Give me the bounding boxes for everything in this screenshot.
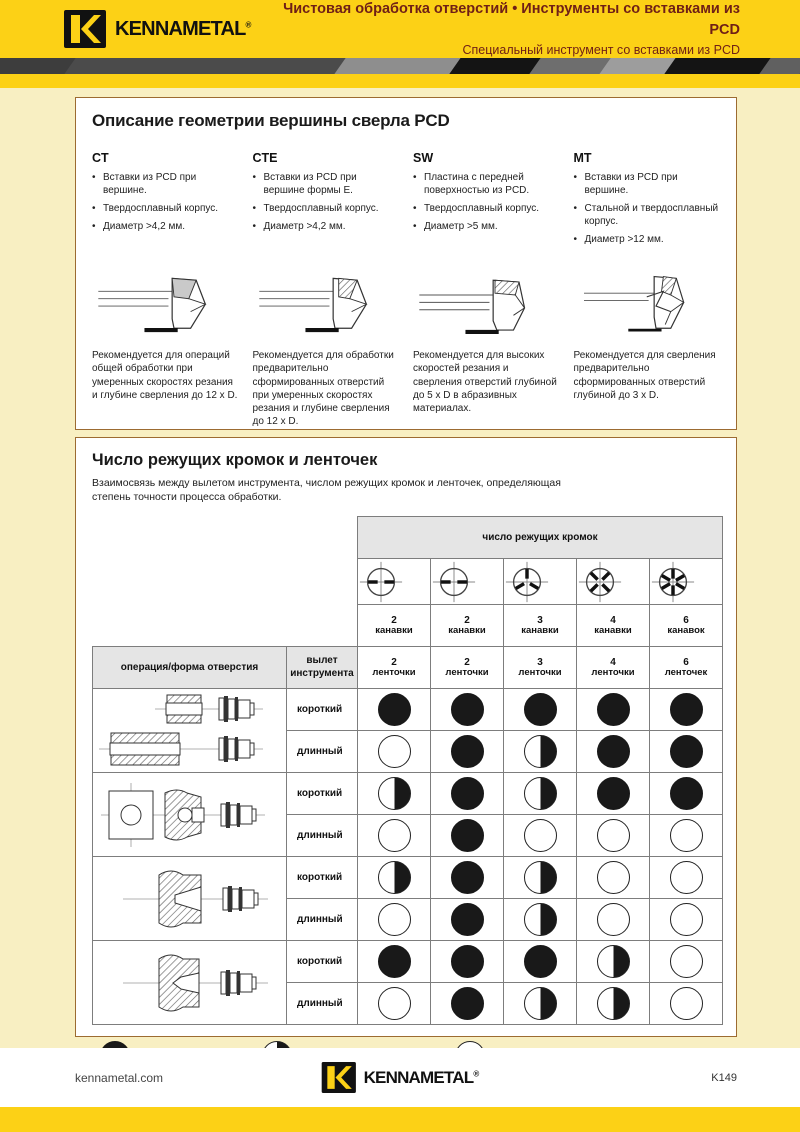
matrix-cell <box>650 983 723 1025</box>
geometry-column-mt <box>574 151 721 429</box>
flute-icon-cell <box>650 559 723 605</box>
drill-cross-section-icon <box>577 560 623 604</box>
rating-dot <box>451 735 484 768</box>
matrix-cell <box>504 857 577 899</box>
overhang-label: длинный <box>287 899 358 941</box>
matrix-cell <box>650 857 723 899</box>
rating-dot <box>524 735 557 768</box>
tip-recommendation: Рекомендуется для сверления предварительно сформированных отверстий глубиной до 3 x D. <box>573 350 716 401</box>
tip-code: CTE <box>252 151 278 165</box>
drill-cross-section-icon <box>358 560 404 604</box>
operation-column-header: операция/форма отверстия <box>93 647 287 689</box>
matrix-cell <box>650 731 723 773</box>
matrix-cell <box>358 941 431 983</box>
matrix-cell <box>577 773 650 815</box>
matrix-cell <box>650 689 723 731</box>
margins-label: 6 ленточек <box>650 647 723 689</box>
rating-dot <box>670 735 703 768</box>
matrix-cell <box>431 941 504 983</box>
matrix-cell <box>358 899 431 941</box>
kennametal-k-icon <box>322 1062 358 1093</box>
margins-label: 2 ленточки <box>431 647 504 689</box>
rating-dot <box>597 945 630 978</box>
matrix-cell <box>431 815 504 857</box>
section-title-edges: Число режущих кромок и ленточек <box>92 451 378 469</box>
bullet: • Диаметр >12 мм. <box>574 233 721 246</box>
rating-dot <box>378 945 411 978</box>
header-titles <box>251 0 740 59</box>
rating-dot <box>524 861 557 894</box>
matrix-cell <box>431 773 504 815</box>
overhang-label: длинный <box>287 815 358 857</box>
cutting-edges-header: число режущих кромок <box>358 517 723 559</box>
matrix-cell <box>577 941 650 983</box>
kennametal-k-icon <box>64 10 108 48</box>
flutes-label: 2 канавки <box>431 605 504 647</box>
overhang-label: короткий <box>287 857 358 899</box>
rating-dot <box>524 777 557 810</box>
flute-icon-cell <box>504 559 577 605</box>
rating-dot <box>597 735 630 768</box>
drill-tip-diagram-ct <box>92 265 239 349</box>
flutes-label: 4 канавки <box>577 605 650 647</box>
tip-bullets <box>413 171 560 265</box>
footer-kennametal-logo <box>322 1062 479 1093</box>
document-body <box>0 88 800 1048</box>
matrix-cell <box>577 731 650 773</box>
page-number: K149 <box>711 1071 737 1084</box>
bullet: • Стальной и твердосплавный корпус. <box>574 202 721 228</box>
matrix-cell <box>431 731 504 773</box>
margins-label: 4 ленточки <box>577 647 650 689</box>
rating-dot <box>451 987 484 1020</box>
overhang-label: длинный <box>287 983 358 1025</box>
overhang-label: короткий <box>287 689 358 731</box>
geometry-column-sw <box>413 151 560 429</box>
geometry-column-ct <box>92 151 239 429</box>
flute-icon-cell <box>358 559 431 605</box>
brand-wordmark: KENNAMETAL® <box>115 17 251 40</box>
rating-dot <box>451 819 484 852</box>
matrix-cell <box>358 815 431 857</box>
section-description: Взаимосвязь между вылетом инструмента, числом режущих кромок и ленточек, определяющая степень точности процесса обработки. <box>92 477 561 504</box>
matrix-cell <box>431 983 504 1025</box>
rating-dot <box>524 903 557 936</box>
rating-dot <box>378 819 411 852</box>
bullet: • Диаметр >4,2 мм. <box>253 220 400 233</box>
rating-dot <box>670 777 703 810</box>
matrix-cell <box>358 731 431 773</box>
margins-label: 2 ленточки <box>358 647 431 689</box>
matrix-cell <box>504 731 577 773</box>
table-spacer <box>93 517 358 647</box>
matrix-cell <box>577 689 650 731</box>
matrix-cell <box>577 815 650 857</box>
matrix-cell <box>504 899 577 941</box>
bullet: • Твердосплавный корпус. <box>413 202 560 215</box>
overhang-label: длинный <box>287 731 358 773</box>
bullet: • Твердосплавный корпус. <box>253 202 400 215</box>
bullet: • Твердосплавный корпус. <box>92 202 239 215</box>
matrix-cell <box>577 899 650 941</box>
bullet: • Вставки из PCD при вершине. <box>92 171 239 197</box>
matrix-cell <box>504 941 577 983</box>
rating-dot <box>451 693 484 726</box>
matrix-cell <box>358 773 431 815</box>
bullet: • Диаметр >5 мм. <box>413 220 560 233</box>
rating-dot <box>597 693 630 726</box>
tip-bullets <box>574 171 721 265</box>
drill-cross-section-icon <box>504 560 550 604</box>
accent-rule <box>0 74 800 88</box>
matrix-cell <box>650 941 723 983</box>
matrix-cell <box>504 815 577 857</box>
rating-dot <box>378 903 411 936</box>
rating-dot <box>378 861 411 894</box>
matrix-cell <box>577 983 650 1025</box>
page-subtitle: Специальный инструмент со вставками из PCD <box>462 42 740 57</box>
rating-dot <box>597 777 630 810</box>
margins-label: 3 ленточки <box>504 647 577 689</box>
matrix-cell <box>650 899 723 941</box>
bullet: • Вставки из PCD при вершине. <box>574 171 721 197</box>
matrix-cell <box>431 689 504 731</box>
flute-icon-cell <box>577 559 650 605</box>
matrix-cell <box>358 983 431 1025</box>
rating-dot <box>670 945 703 978</box>
matrix-cell <box>431 857 504 899</box>
rating-dot <box>451 903 484 936</box>
drill-tip-diagram-cte <box>253 265 400 349</box>
operation-diagram-2 <box>93 773 287 857</box>
rating-dot <box>670 903 703 936</box>
flute-icon-cell <box>431 559 504 605</box>
matrix-cell <box>650 815 723 857</box>
matrix-cell <box>358 857 431 899</box>
rating-dot <box>451 945 484 978</box>
decorative-stripe-bar <box>0 58 800 74</box>
matrix-cell <box>577 857 650 899</box>
rating-dot <box>378 693 411 726</box>
rating-dot <box>524 945 557 978</box>
rating-dot <box>597 903 630 936</box>
page-title: Чистовая обработка отверстий • Инструменты со вставками из PCD <box>283 0 740 38</box>
page-footer <box>0 1048 800 1107</box>
rating-dot <box>524 987 557 1020</box>
flutes-label: 2 канавки <box>358 605 431 647</box>
overhang-label: короткий <box>287 941 358 983</box>
bullet: • Пластина с передней поверхностью из PCD. <box>413 171 560 197</box>
operation-diagram-4 <box>93 941 287 1025</box>
rating-dot <box>378 777 411 810</box>
cutting-edges-panel <box>75 437 737 1037</box>
geometry-columns <box>92 151 720 429</box>
matrix-cell <box>504 689 577 731</box>
trademark-symbol: ® <box>473 1068 479 1078</box>
drill-cross-section-icon <box>431 560 477 604</box>
rating-dot <box>451 861 484 894</box>
rating-dot <box>378 735 411 768</box>
matrix-cell <box>358 689 431 731</box>
overhang-column-header: вылет инструмента <box>287 647 358 689</box>
operation-diagram-3 <box>93 857 287 941</box>
rating-dot <box>451 777 484 810</box>
rating-dot <box>670 819 703 852</box>
drill-tip-diagram-sw <box>413 265 560 349</box>
bullet: • Диаметр >4,2 мм. <box>92 220 239 233</box>
kennametal-logo <box>64 10 251 48</box>
tip-recommendation: Рекомендуется для операций общей обработки при умеренных скоростях резания и глубине сверления до 12 x D. <box>92 350 238 401</box>
section-title-geometry: Описание геометрии вершины сверла PCD <box>92 111 450 130</box>
flutes-label: 6 канавок <box>650 605 723 647</box>
matrix-cell <box>504 773 577 815</box>
rating-dot <box>670 861 703 894</box>
page-header <box>0 0 800 58</box>
tip-bullets <box>253 171 400 265</box>
matrix-cell <box>650 773 723 815</box>
tip-code: MT <box>573 151 592 165</box>
overhang-label: короткий <box>287 773 358 815</box>
geometry-column-cte <box>253 151 400 429</box>
rating-dot <box>597 987 630 1020</box>
website-link[interactable]: kennametal.com <box>75 1070 164 1085</box>
rating-dot <box>670 987 703 1020</box>
matrix-cell <box>431 899 504 941</box>
tip-bullets <box>92 171 239 265</box>
rating-dot <box>597 819 630 852</box>
rating-dot <box>524 819 557 852</box>
bullet: • Вставки из PCD при вершине формы E. <box>253 171 400 197</box>
drill-cross-section-icon <box>650 560 696 604</box>
tip-recommendation: Рекомендуется для высоких скоростей резания и сверления отверстий глубиной до 5 x D в абразивных материалах. <box>413 350 557 415</box>
rating-dot <box>378 987 411 1020</box>
edges-matrix-table <box>92 516 723 1025</box>
tip-code: SW <box>413 151 434 165</box>
trademark-symbol: ® <box>245 19 251 29</box>
rating-dot <box>524 693 557 726</box>
rating-dot <box>597 861 630 894</box>
rating-dot <box>670 693 703 726</box>
tip-recommendation: Рекомендуется для обработки предварительно сформированных отверстий при умеренных скоростях резания и глубине сверления до 12 x D. <box>252 350 394 428</box>
bottom-accent-band <box>0 1107 800 1132</box>
tip-geometry-panel <box>75 97 737 430</box>
drill-tip-diagram-mt <box>574 265 721 349</box>
tip-code: CT <box>92 151 109 165</box>
operation-diagram-1 <box>93 689 287 773</box>
flutes-label: 3 канавки <box>504 605 577 647</box>
brand-wordmark: KENNAMETAL® <box>363 1067 479 1087</box>
matrix-cell <box>504 983 577 1025</box>
